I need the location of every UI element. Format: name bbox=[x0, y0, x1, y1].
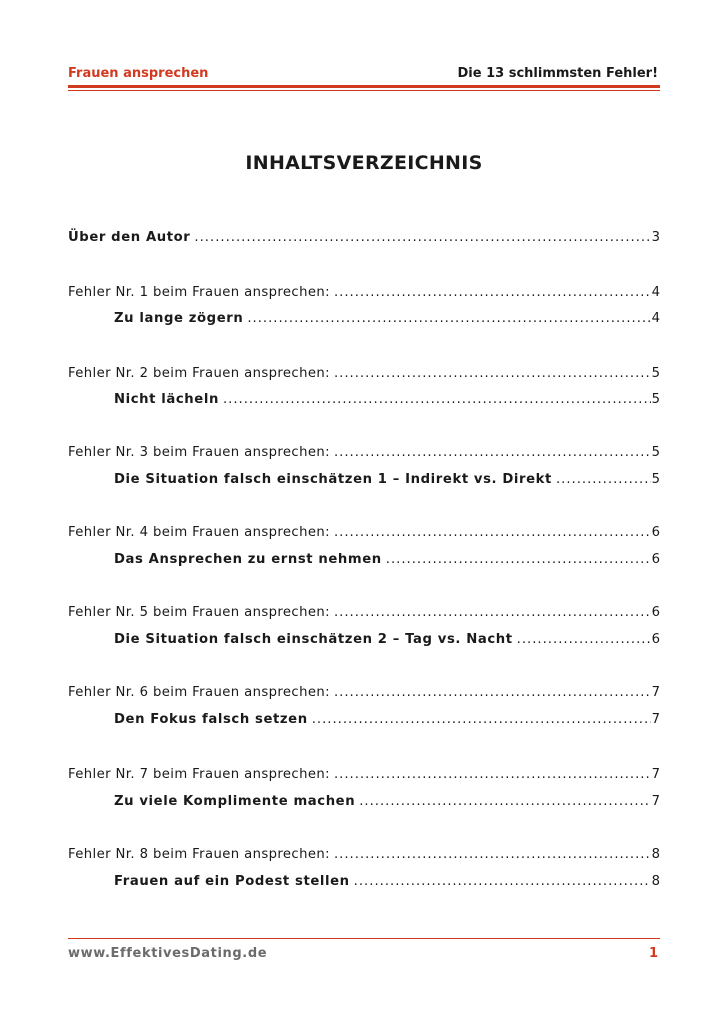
toc-entry-fehler-4[interactable] bbox=[68, 523, 660, 543]
page-header bbox=[68, 62, 660, 82]
toc-page-number: 7 bbox=[651, 794, 660, 809]
toc-page-number: 5 bbox=[651, 445, 660, 460]
toc-dot-leader bbox=[354, 872, 651, 892]
toc-entry-label: Fehler Nr. 7 beim Frauen ansprechen: bbox=[68, 767, 330, 782]
toc-entry-label: Die Situation falsch einschätzen 2 – Tag vs. Nacht bbox=[114, 632, 513, 647]
toc-dot-leader bbox=[247, 309, 650, 329]
toc-entry-label: Die Situation falsch einschätzen 1 – Indirekt vs. Direkt bbox=[114, 472, 552, 487]
header-rule-thick bbox=[68, 85, 660, 88]
toc-entry-label: Fehler Nr. 1 beim Frauen ansprechen: bbox=[68, 285, 330, 300]
toc-entry-fehler-6[interactable] bbox=[68, 683, 660, 703]
toc-page-number: 5 bbox=[651, 366, 660, 381]
toc-subentry-fehler-5[interactable] bbox=[114, 630, 660, 650]
toc-page-number: 8 bbox=[651, 874, 660, 889]
header-book-title: Frauen ansprechen bbox=[68, 66, 209, 81]
footer-website-link[interactable]: www.EffektivesDating.de bbox=[68, 946, 268, 961]
toc-entry-label: Den Fokus falsch setzen bbox=[114, 712, 308, 727]
toc-entry-fehler-7[interactable] bbox=[68, 765, 660, 785]
footer-rule bbox=[68, 938, 660, 939]
toc-page-number: 4 bbox=[651, 285, 660, 300]
toc-dot-leader bbox=[334, 364, 651, 384]
toc-entry-fehler-5[interactable] bbox=[68, 603, 660, 623]
toc-subentry-fehler-2[interactable] bbox=[114, 390, 660, 410]
toc-dot-leader bbox=[334, 683, 651, 703]
toc-title: INHALTSVERZEICHNIS bbox=[245, 152, 483, 174]
toc-entry-author[interactable] bbox=[68, 228, 660, 248]
toc-entry-label: Nicht lächeln bbox=[114, 392, 219, 407]
header-rule-thin bbox=[68, 90, 660, 91]
toc-dot-leader bbox=[517, 630, 651, 650]
toc-page-number: 3 bbox=[651, 230, 660, 245]
toc-page-number: 6 bbox=[651, 632, 660, 647]
header-subtitle: Die 13 schlimmsten Fehler! bbox=[457, 66, 658, 81]
toc-page-number: 5 bbox=[651, 472, 660, 487]
toc-dot-leader bbox=[334, 603, 651, 623]
toc-dot-leader bbox=[312, 710, 651, 730]
toc-subentry-fehler-7[interactable] bbox=[114, 792, 660, 812]
toc-entry-label: Zu lange zögern bbox=[114, 311, 244, 326]
toc-entry-label: Fehler Nr. 6 beim Frauen ansprechen: bbox=[68, 685, 330, 700]
toc-page-number: 7 bbox=[651, 767, 660, 782]
footer-page-number: 1 bbox=[648, 946, 658, 961]
toc-entry-label: Das Ansprechen zu ernst nehmen bbox=[114, 552, 382, 567]
toc-entry-label: Zu viele Komplimente machen bbox=[114, 794, 356, 809]
toc-dot-leader bbox=[223, 390, 651, 410]
toc-subentry-fehler-1[interactable] bbox=[114, 309, 660, 329]
toc-page-number: 5 bbox=[651, 392, 660, 407]
toc-subentry-fehler-4[interactable] bbox=[114, 550, 660, 570]
toc-page-number: 6 bbox=[651, 605, 660, 620]
toc-dot-leader bbox=[386, 550, 651, 570]
toc-page-number: 8 bbox=[651, 847, 660, 862]
toc-dot-leader bbox=[334, 443, 651, 463]
toc-dot-leader bbox=[334, 845, 651, 865]
toc-entry-label: Fehler Nr. 4 beim Frauen ansprechen: bbox=[68, 525, 330, 540]
toc-dot-leader bbox=[359, 792, 650, 812]
toc-entry-label: Fehler Nr. 3 beim Frauen ansprechen: bbox=[68, 445, 330, 460]
toc-entry-fehler-1[interactable] bbox=[68, 283, 660, 303]
toc-dot-leader bbox=[334, 283, 651, 303]
toc-page-number: 6 bbox=[651, 552, 660, 567]
toc-entry-fehler-3[interactable] bbox=[68, 443, 660, 463]
toc-subentry-fehler-8[interactable] bbox=[114, 872, 660, 892]
toc-dot-leader bbox=[334, 523, 651, 543]
toc-page-number: 4 bbox=[651, 311, 660, 326]
toc-page-number: 7 bbox=[651, 685, 660, 700]
toc-entry-label: Fehler Nr. 5 beim Frauen ansprechen: bbox=[68, 605, 330, 620]
toc-dot-leader bbox=[334, 765, 651, 785]
toc-subentry-fehler-3[interactable] bbox=[114, 470, 660, 490]
toc-entry-fehler-2[interactable] bbox=[68, 364, 660, 384]
toc-dot-leader bbox=[556, 470, 651, 490]
toc-entry-label: Fehler Nr. 2 beim Frauen ansprechen: bbox=[68, 366, 330, 381]
toc-entry-label: Fehler Nr. 8 beim Frauen ansprechen: bbox=[68, 847, 330, 862]
toc-entry-label: Frauen auf ein Podest stellen bbox=[114, 874, 350, 889]
toc-subentry-fehler-6[interactable] bbox=[114, 710, 660, 730]
toc-dot-leader bbox=[194, 228, 650, 248]
page-footer bbox=[68, 946, 660, 966]
toc-page-number: 6 bbox=[651, 525, 660, 540]
toc-entry-label: Über den Autor bbox=[68, 230, 191, 245]
toc-entry-fehler-8[interactable] bbox=[68, 845, 660, 865]
toc-page-number: 7 bbox=[651, 712, 660, 727]
